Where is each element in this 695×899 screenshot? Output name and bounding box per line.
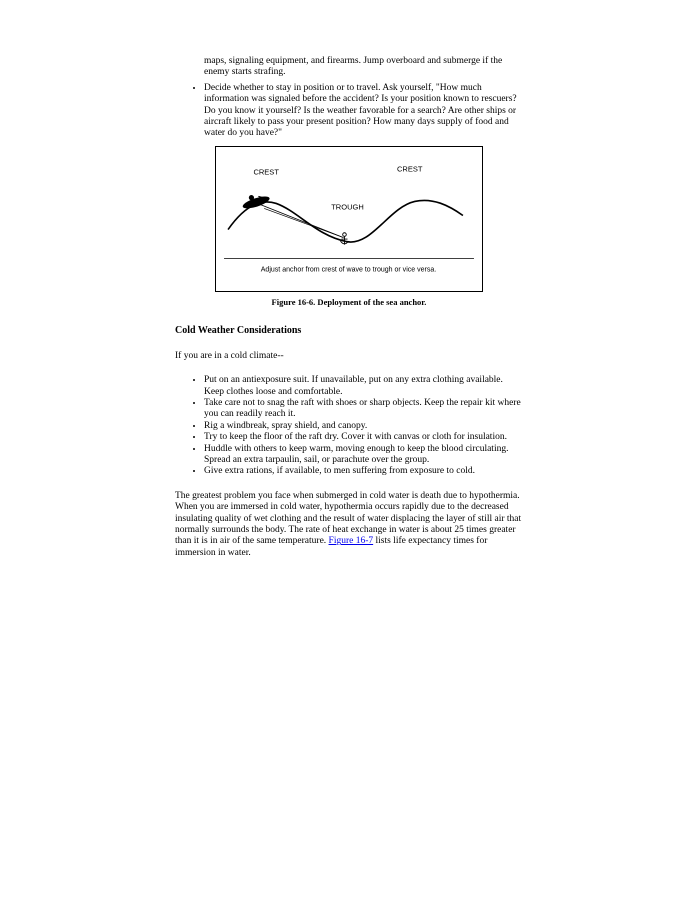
- closing-text-after-link: lists life expectancy times for immersion in water.: [175, 536, 488, 558]
- intro-line: If you are in a cold climate--: [175, 350, 284, 361]
- list-item: • Decide whether to stay in position or to travel. Ask yourself, "How much information was signaled before the accident? Is your position known to rescuers? Do you know it yourself? Is the weather favorable for a search? Are other ships or aircraft likely to pass your present position? How many days supply of food and water do you have?": [204, 83, 522, 140]
- anchor-icon: [340, 232, 348, 244]
- closing-paragraph: [175, 491, 522, 559]
- crest-left-label: CREST: [253, 167, 279, 177]
- document-page: [175, 56, 522, 559]
- figure-caption: Figure 16-6. Deployment of the sea anchor.: [271, 296, 427, 307]
- closing-text-before-link: The greatest problem you face when submerged in cold water is death due to hypothermia. When you are immersed in cold water, hypothermia occurs rapidly due to the decreased insulating quality of wet clothing and the result of water displacing the layer of still air that normally surrounds the body. The rate of heat exchange in water is about 25 times greater than it is in air of the same temperature.: [175, 490, 522, 547]
- figure-16-6-diagram: [215, 146, 483, 292]
- list-item: • Take care not to snag the raft with shoes or sharp objects. Keep the repair kit where you can readily reach it.: [204, 398, 522, 421]
- cold-weather-bullet-list: [175, 375, 522, 478]
- anchor-rope-line-2: [264, 208, 343, 237]
- crest-right-label: CREST: [396, 164, 423, 174]
- list-item: • Huddle with others to keep warm, moving enough to keep the blood circulating. Spread an extra tarpaulin, sail, or parachute over the group.: [204, 444, 522, 467]
- paragraph-fragment: maps, signaling equipment, and firearms. Jump overboard and submerge if the enemy starts strafing.: [204, 56, 503, 78]
- trough-label: TROUGH: [331, 202, 364, 212]
- inner-caption: Adjust anchor from crest of wave to trough or vice versa.: [260, 266, 437, 274]
- list-item: • Put on an antiexposure suit. If unavailable, put on any extra clothing available. Keep clothes loose and comfortable.: [204, 375, 522, 398]
- sea-anchor-wave-diagram: [216, 147, 482, 291]
- figure-16-7-link[interactable]: Figure 16-7: [328, 536, 374, 547]
- list-item: • Try to keep the floor of the raft dry. Cover it with canvas or cloth for insulation.: [204, 432, 522, 443]
- decision-bullet-list: [175, 83, 522, 140]
- list-item: • Rig a windbreak, spray shield, and canopy.: [204, 421, 522, 432]
- figure-16-6: [215, 146, 483, 307]
- section-heading: Cold Weather Considerations: [175, 324, 302, 336]
- list-item: • Give extra rations, if available, to men suffering from exposure to cold.: [204, 466, 522, 477]
- raft-icon: [240, 190, 271, 211]
